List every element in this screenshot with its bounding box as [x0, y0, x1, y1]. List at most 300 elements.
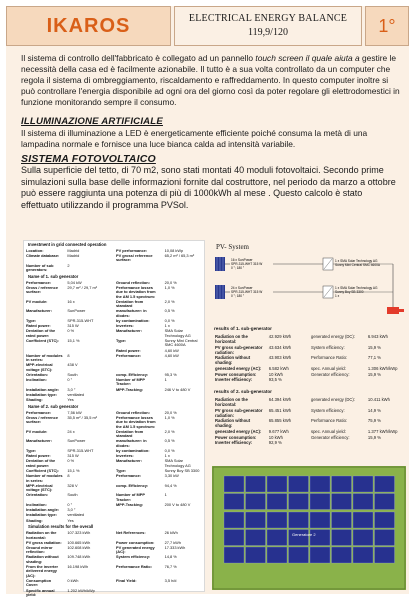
table-row: [24, 483, 204, 493]
section-results: Simulation results for the overall: [28, 524, 94, 530]
table-cell: 0,5 %: [164, 438, 175, 444]
table-cell: Ground mirror reflection:: [26, 544, 53, 555]
pv-module: [267, 512, 287, 528]
table-cell: Final Yield:: [115, 578, 137, 584]
table-row: [24, 363, 204, 373]
table-cell: Inverter efficiency:: [215, 440, 253, 446]
table-cell: 1: [164, 377, 167, 383]
table-cell: Radiation without shading:: [26, 554, 59, 564]
table-row: [24, 263, 204, 273]
pv-module: [267, 494, 287, 510]
table-cell: Installation angle:: [26, 386, 60, 392]
table-cell: 14,8 %: [164, 554, 177, 560]
table-cell: Inclination:: [26, 377, 47, 383]
table-cell: 95,3 %: [164, 371, 177, 377]
section-investment: Investment in grid connected operation: [28, 242, 107, 247]
table-cell: 4,60 kW: [164, 347, 179, 353]
table-cell: Orientation:: [26, 492, 49, 498]
table-cell: Performance:: [115, 473, 142, 479]
table-cell: Deviation from standard: [115, 298, 144, 309]
table-cell: Manufacturer:: [26, 308, 52, 314]
table-cell: 15,9 %: [367, 371, 381, 377]
table-cell: System efficiency:: [310, 407, 345, 413]
pv-module: [310, 494, 330, 510]
table-cell: by contamination:: [115, 317, 150, 323]
table-cell: Installation angle:: [26, 507, 60, 513]
table-row: [24, 285, 204, 299]
table-cell: Inverter efficiency:: [215, 377, 253, 383]
results-table: [24, 531, 204, 598]
pv-module: [332, 512, 352, 528]
table-cell: System efficiency:: [115, 554, 151, 560]
gen2-module-line-2: SPR-315-WHT 315 W: [231, 290, 263, 294]
table-cell: South: [67, 371, 78, 377]
gen1-module-line-2: SPR-315-WHT 315 W: [231, 262, 263, 266]
table-cell: SMA Solar Technology AG: [164, 458, 191, 468]
gen1-inverter-line-1: 1 x SMA Solar Technology AG: [335, 259, 378, 263]
table-cell: Type:: [115, 467, 127, 473]
sub1-table: [24, 280, 204, 403]
grid-meter-icon: [387, 307, 399, 314]
table-cell: 3,0 °: [67, 386, 76, 392]
table-cell: [367, 377, 406, 383]
table-cell: Installation type:: [26, 512, 57, 518]
table-cell: Location:: [26, 247, 44, 253]
table-cell: Inverters:: [115, 453, 134, 459]
table-cell: Deviation of the rated power:: [26, 458, 56, 468]
table-cell: 1 x: [164, 323, 170, 329]
table-cell: MPP-Tracking:: [115, 501, 144, 507]
table-cell: 2: [67, 262, 70, 268]
pv-module: [332, 476, 352, 492]
table-cell: 3,0 °: [67, 507, 76, 513]
table-cell: 8: [67, 473, 70, 479]
table-cell: SPR-315-WHT: [67, 317, 94, 323]
table-cell: manufacturer: in diodes:: [115, 438, 147, 448]
intro-text-start: Il sistema di controllo dell'fabbricato è collegato ad un pannello: [21, 53, 256, 63]
table-cell: South: [67, 492, 78, 498]
table-cell: 17.333 kWh: [164, 544, 186, 550]
pv-module: [332, 547, 352, 563]
table-cell: Manufacturer:: [115, 328, 142, 334]
table-cell: Power consumption:: [215, 434, 257, 440]
roof-plan: [212, 466, 406, 590]
table-cell: 3,5 h/d: [164, 578, 177, 584]
table-cell: 7,56 kW: [67, 409, 82, 415]
table-cell: MPP-electrical voltage (STC):: [26, 482, 53, 493]
table-row: [24, 439, 204, 449]
gen2-module-line-3: 0 °; 180 °: [231, 294, 245, 298]
table-cell: 10 kWh: [268, 371, 283, 377]
table-row: [214, 434, 406, 440]
table-cell: by contamination:: [115, 448, 150, 454]
table-row: [24, 309, 204, 319]
table-cell: Performance Ratio:: [310, 418, 348, 424]
table-cell: Climate database:: [26, 252, 60, 258]
table-cell: Type:: [26, 317, 37, 323]
table-cell: Inverters:: [115, 323, 134, 329]
illuminazione-paragraph: Il sistema di illuminazione a LED è energeticamente efficiente poiché consuma la metà di una lampadina normale e fornisce una luce bianca calda ad intensità variabile.: [21, 128, 368, 149]
table-cell: Type:: [26, 448, 37, 454]
document-title: ELECTRICAL ENERGY BALANCE: [188, 13, 348, 24]
table-cell: comp. Efficiency:: [115, 371, 149, 377]
table-cell: System efficiency:: [310, 344, 345, 350]
intro-paragraph: [21, 53, 401, 108]
table-cell: 43.634 kWh: [268, 344, 292, 350]
table-row: [214, 371, 406, 377]
table-cell: 65.855 kWh: [268, 418, 292, 424]
table-cell: Number of modules in series:: [26, 473, 63, 483]
table-cell: 76,7 %: [164, 564, 177, 570]
gen1-module-line-3: 0 °; 180 °: [231, 266, 245, 270]
table-cell: 3,30 kW: [164, 473, 179, 479]
page-number: 1°: [378, 15, 396, 36]
table-cell: Manufacturer:: [115, 458, 142, 464]
gen1-module-line-1: 16 x SunPower: [231, 258, 253, 262]
table-cell: 5,04 kW: [67, 279, 82, 285]
table-cell: 0 %: [67, 458, 75, 464]
pv-module: [310, 476, 330, 492]
intro-text-italic: touch screen il quale aiuta a: [255, 53, 360, 63]
table-cell: 26 kWh: [164, 530, 178, 536]
table-cell: Deviation of the rated power:: [26, 328, 56, 338]
table-cell: Orientation:: [26, 371, 49, 377]
document-code: 119,9/120: [248, 27, 288, 38]
pv-system-title: PV- System: [216, 243, 250, 251]
table-cell: [114, 588, 163, 598]
pv-system-diagram: [213, 252, 406, 316]
table-cell: spec. Annual yield:: [310, 366, 346, 372]
gen1-inverter-line-2: Sunny Mini Central SMC 4600A: [335, 263, 381, 267]
table-cell: PV module:: [26, 298, 48, 304]
table-cell: [310, 377, 367, 383]
table-cell: 107.323 kWh: [67, 530, 91, 536]
pv-module: [353, 547, 373, 563]
simulation-report-table: [23, 240, 205, 598]
table-cell: 246 V to 480 V: [164, 386, 191, 392]
pv-module: [246, 512, 266, 528]
table-cell: 15,1 %: [67, 467, 80, 473]
table-row: [24, 588, 204, 598]
table-cell: MPP-Tracking:: [115, 386, 144, 392]
fotovoltaico-heading: SISTEMA FOTOVOLTAICO: [21, 153, 156, 165]
table-row: [214, 440, 406, 446]
grid-connection-icon: [399, 309, 404, 312]
table-cell: Radiation on the horizontal:: [26, 530, 57, 540]
pv-module: [289, 476, 309, 492]
table-cell: Performance:: [26, 409, 52, 415]
results-sub2-table: [214, 397, 406, 446]
table-cell: Gross / reference surface:: [26, 284, 59, 295]
table-row: [214, 366, 406, 372]
table-cell: Number of MPP Tracker:: [115, 492, 145, 502]
table-cell: [163, 588, 204, 598]
table-cell: [163, 263, 204, 273]
table-cell: 8: [67, 352, 70, 358]
investment-table: [24, 248, 204, 272]
table-cell: 1 x: [164, 453, 170, 459]
table-cell: 0,0 %: [164, 448, 175, 454]
table-cell: Ground reflection:: [115, 279, 150, 285]
pv-module: [246, 476, 266, 492]
header: [6, 6, 409, 46]
gen2-inverter-line-3: 1 x: [335, 294, 340, 298]
table-cell: 200 V to 480 V: [164, 501, 191, 507]
table-cell: [310, 440, 367, 446]
table-row: [24, 254, 204, 264]
table-cell: PV performance:: [115, 247, 148, 253]
table-cell: 65.451 kWh: [268, 407, 292, 413]
table-cell: 0,0 %: [164, 317, 175, 323]
table-cell: 2,0 %: [164, 428, 175, 434]
table-cell: Performance Ratio:: [115, 564, 152, 570]
table-cell: Radiation on the horizontal:: [215, 334, 248, 345]
results-sub1: [214, 326, 406, 383]
table-row: [24, 531, 204, 541]
table-cell: 10,08 kWp: [164, 247, 184, 253]
table-cell: Power consumption:: [115, 539, 155, 545]
table-row: [214, 334, 406, 345]
illuminazione-heading: ILLUMINAZIONE ARTIFICIALE: [21, 116, 163, 127]
table-cell: Sunny Boy SB 3300: [164, 467, 200, 473]
section-sub2: Name of 2. sub generator: [28, 403, 79, 409]
table-cell: ventilated: [67, 512, 85, 518]
table-cell: SunPower: [67, 308, 86, 314]
table-cell: Generator efficiency:: [310, 371, 350, 377]
table-cell: 15,9 %: [367, 434, 381, 440]
table-cell: Ground reflection:: [115, 409, 150, 415]
table-cell: Performance Ratio:: [310, 355, 348, 361]
table-cell: Gross / reference surface:: [26, 414, 59, 425]
table-cell: 24 x: [67, 428, 75, 434]
table-cell: Inclination:: [26, 501, 47, 507]
table-cell: Madrid: [67, 247, 80, 253]
table-cell: [114, 263, 163, 273]
table-cell: 6.582 kWh: [268, 366, 289, 372]
table-row: [24, 474, 204, 484]
table-cell: Net References:: [115, 530, 146, 536]
table-row: [214, 355, 406, 366]
table-row: [24, 579, 204, 589]
pv-module: [375, 512, 395, 528]
gen2-inverter-line-1: 1 x SMA Solar Technology AG: [335, 286, 378, 290]
table-row: [214, 418, 406, 429]
pv-module: [375, 547, 395, 563]
pv-module: [375, 530, 395, 546]
table-cell: Rated power:: [26, 323, 51, 329]
table-cell: 315 W: [67, 453, 79, 459]
table-cell: generated energy (DC):: [310, 334, 355, 340]
table-cell: 14,9 %: [367, 407, 381, 413]
brand-title: IKAROS: [46, 14, 131, 37]
table-cell: 16.198 kWh: [67, 564, 89, 570]
section-sub1: Name of 1. sub generator: [28, 273, 79, 279]
table-cell: 0,5 %: [164, 308, 175, 314]
table-cell: Performance losses due to deviation from the AM 1.5 spectrum:: [115, 284, 156, 299]
table-row: [214, 345, 406, 356]
table-row: [214, 397, 406, 408]
table-cell: spec. Annual yield:: [310, 429, 346, 435]
table-cell: 43.903 kWh: [268, 355, 292, 361]
table-cell: 77,1 %: [367, 355, 381, 361]
page-number-box: [365, 6, 409, 46]
pv-module: [353, 530, 373, 546]
table-cell: Generator efficiency:: [310, 434, 350, 440]
table-cell: 94,4 %: [164, 482, 177, 488]
table-cell: PV gross radiation:: [26, 539, 62, 545]
table-cell: 0 %: [67, 328, 75, 334]
table-cell: Shading:: [26, 517, 43, 523]
table-cell: Shading:: [26, 397, 43, 403]
table-cell: Radiation without shading:: [215, 355, 251, 366]
table-cell: 1.202 kWh/kWp: [67, 587, 95, 593]
table-cell: generated energy (AC):: [215, 429, 262, 435]
table-cell: Power consumption:: [215, 371, 257, 377]
table-cell: 20,0 %: [164, 279, 177, 285]
table-cell: Performance losses due to deviation from the AM 1.5 spectrum:: [115, 414, 156, 429]
table-cell: 29,7 m² / 29,7 m²: [67, 284, 98, 290]
document-title-box: [174, 6, 362, 46]
gen2-module-line-1: 24 x SunPower: [231, 286, 253, 290]
pv-module: [289, 547, 309, 563]
pv-module: [375, 494, 395, 510]
table-cell: 75,9 %: [367, 418, 381, 424]
pv-module: [310, 512, 330, 528]
brand-box: [6, 6, 171, 46]
pv-module: [289, 512, 309, 528]
table-cell: 65,2 m² / 65,3 m²: [164, 252, 195, 258]
table-cell: 0 °: [67, 501, 73, 507]
table-cell: Number of sub generators:: [26, 262, 54, 272]
table-cell: Yes: [67, 397, 74, 403]
table-cell: Specific annual yield:: [26, 587, 55, 598]
table-cell: 9.677 kWh: [268, 429, 289, 435]
table-cell: Yes: [67, 517, 74, 523]
pv-module: [267, 530, 287, 546]
table-cell: 15,9 %: [367, 344, 381, 350]
table-cell: manufacturer: in diodes:: [115, 308, 147, 318]
table-cell: 64.394 kWh: [268, 397, 292, 403]
table-cell: PV gross/ reference surface:: [115, 252, 153, 263]
page: [6, 6, 409, 598]
table-cell: Madrid: [67, 252, 80, 258]
pv-module: [224, 512, 244, 528]
table-cell: Performance:: [115, 352, 142, 358]
table-cell: generated energy (AC):: [215, 366, 262, 372]
table-cell: 20,0 %: [164, 409, 177, 415]
table-cell: Coefficient (STC):: [26, 337, 59, 343]
table-cell: 4,60 kW: [164, 352, 179, 358]
table-cell: PV gross sub-generator radiation:: [215, 344, 263, 355]
table-row: [214, 377, 406, 383]
pv-module: [267, 476, 287, 492]
pv-module: [246, 494, 266, 510]
table-cell: comp. Efficiency:: [115, 482, 149, 488]
table-cell: [367, 440, 406, 446]
table-cell: From the inverter delivered energy (AC):: [26, 564, 58, 578]
table-cell: PV generated energy (AC):: [115, 544, 155, 555]
fotovoltaico-paragraph: Sulla superficie del tetto, di 70 m2, sono stati montati 40 moduli fotovoltaici. Secondo prime simulazioni sulla base delle informazioni fornite dal costruttore, nel periodo da marzo a ottobre può essere raggiunta una potenza di più di 1000kWh al mese . Questo calcolo è stato effettuato utilizzando il programma PVSol.: [21, 165, 396, 210]
table-cell: Installation type:: [26, 391, 57, 397]
table-cell: Number of modules in series:: [26, 352, 63, 363]
table-cell: 328 V: [67, 482, 78, 488]
pv-module: [246, 530, 266, 546]
pv-module: [224, 547, 244, 563]
table-cell: PV module:: [26, 428, 48, 434]
pv-module: [224, 530, 244, 546]
table-cell: Type:: [115, 337, 127, 343]
table-cell: 16 x: [67, 298, 75, 304]
results-sub1-table: [214, 334, 406, 383]
pv-module: [267, 547, 287, 563]
pv-module: [332, 530, 352, 546]
table-cell: Deviation from standard: [115, 428, 144, 439]
table-cell: 2,0 %: [164, 298, 175, 304]
pv-module: [353, 476, 373, 492]
table-cell: 1.306 kWh/kWp: [367, 366, 398, 372]
pv-module: [224, 476, 244, 492]
table-cell: Consumption Cover:: [26, 578, 52, 588]
table-row: [24, 565, 204, 579]
table-cell: SunPower: [67, 438, 86, 444]
table-cell: Sunny Mini Central SMC 4600A: [164, 337, 198, 348]
table-cell: Number of MPP Tracker:: [115, 377, 145, 387]
roof-generator-label: Generatore 2: [292, 532, 316, 537]
table-cell: 92,9 %: [268, 440, 282, 446]
table-cell: Radiation on the horizontal:: [215, 397, 248, 408]
table-cell: 438 V: [67, 362, 78, 368]
table-cell: 100.665 kWh: [67, 539, 91, 545]
pv-module: [353, 494, 373, 510]
table-cell: 27,7 kWh: [164, 539, 182, 545]
pv-module: [353, 512, 373, 528]
table-cell: 1.377 kWh/kWp: [367, 429, 398, 435]
pv-module: [224, 494, 244, 510]
table-cell: generated energy (DC):: [310, 397, 355, 403]
table-row: [214, 429, 406, 435]
table-cell: 42.929 kWh: [268, 334, 292, 340]
table-cell: 35,5 m² / 35,5 m²: [67, 414, 98, 420]
table-cell: 102.608 kWh: [67, 544, 91, 550]
table-cell: ventilated: [67, 391, 85, 397]
pv-module: [375, 476, 395, 492]
table-cell: 10 kWh: [268, 434, 283, 440]
table-cell: SMA Solar Technology AG: [164, 328, 191, 338]
table-row: [24, 378, 204, 388]
table-cell: 10.411 kWh: [367, 397, 390, 403]
table-cell: Rated power:: [115, 347, 141, 353]
gen2-inverter-line-2: Sunny Boy SB 3300: [335, 290, 364, 294]
table-row: [24, 415, 204, 429]
table-row: [24, 339, 204, 349]
table-cell: 6.943 kWh: [367, 334, 388, 340]
results-sub1-title: results of 1. sub-generator: [214, 326, 272, 331]
table-cell: 0 °: [67, 377, 73, 383]
table-cell: 1: [164, 492, 167, 498]
table-row: [214, 408, 406, 419]
table-cell: PV gross sub-generator radiation:: [215, 407, 263, 418]
results-sub2-title: results of 2. sub-generator: [214, 389, 272, 394]
table-cell: 109.748 kWh: [67, 554, 91, 560]
results-sub2: [214, 389, 406, 446]
pv-module: [332, 494, 352, 510]
table-cell: Radiation without shading:: [215, 418, 251, 429]
pv-module: [289, 494, 309, 510]
table-cell: 15,1 %: [67, 337, 80, 343]
table-cell: MPP-electrical voltage (STC):: [26, 362, 53, 372]
table-cell: Coefficient (STC):: [26, 467, 59, 473]
table-cell: 0 kWh: [67, 578, 79, 584]
